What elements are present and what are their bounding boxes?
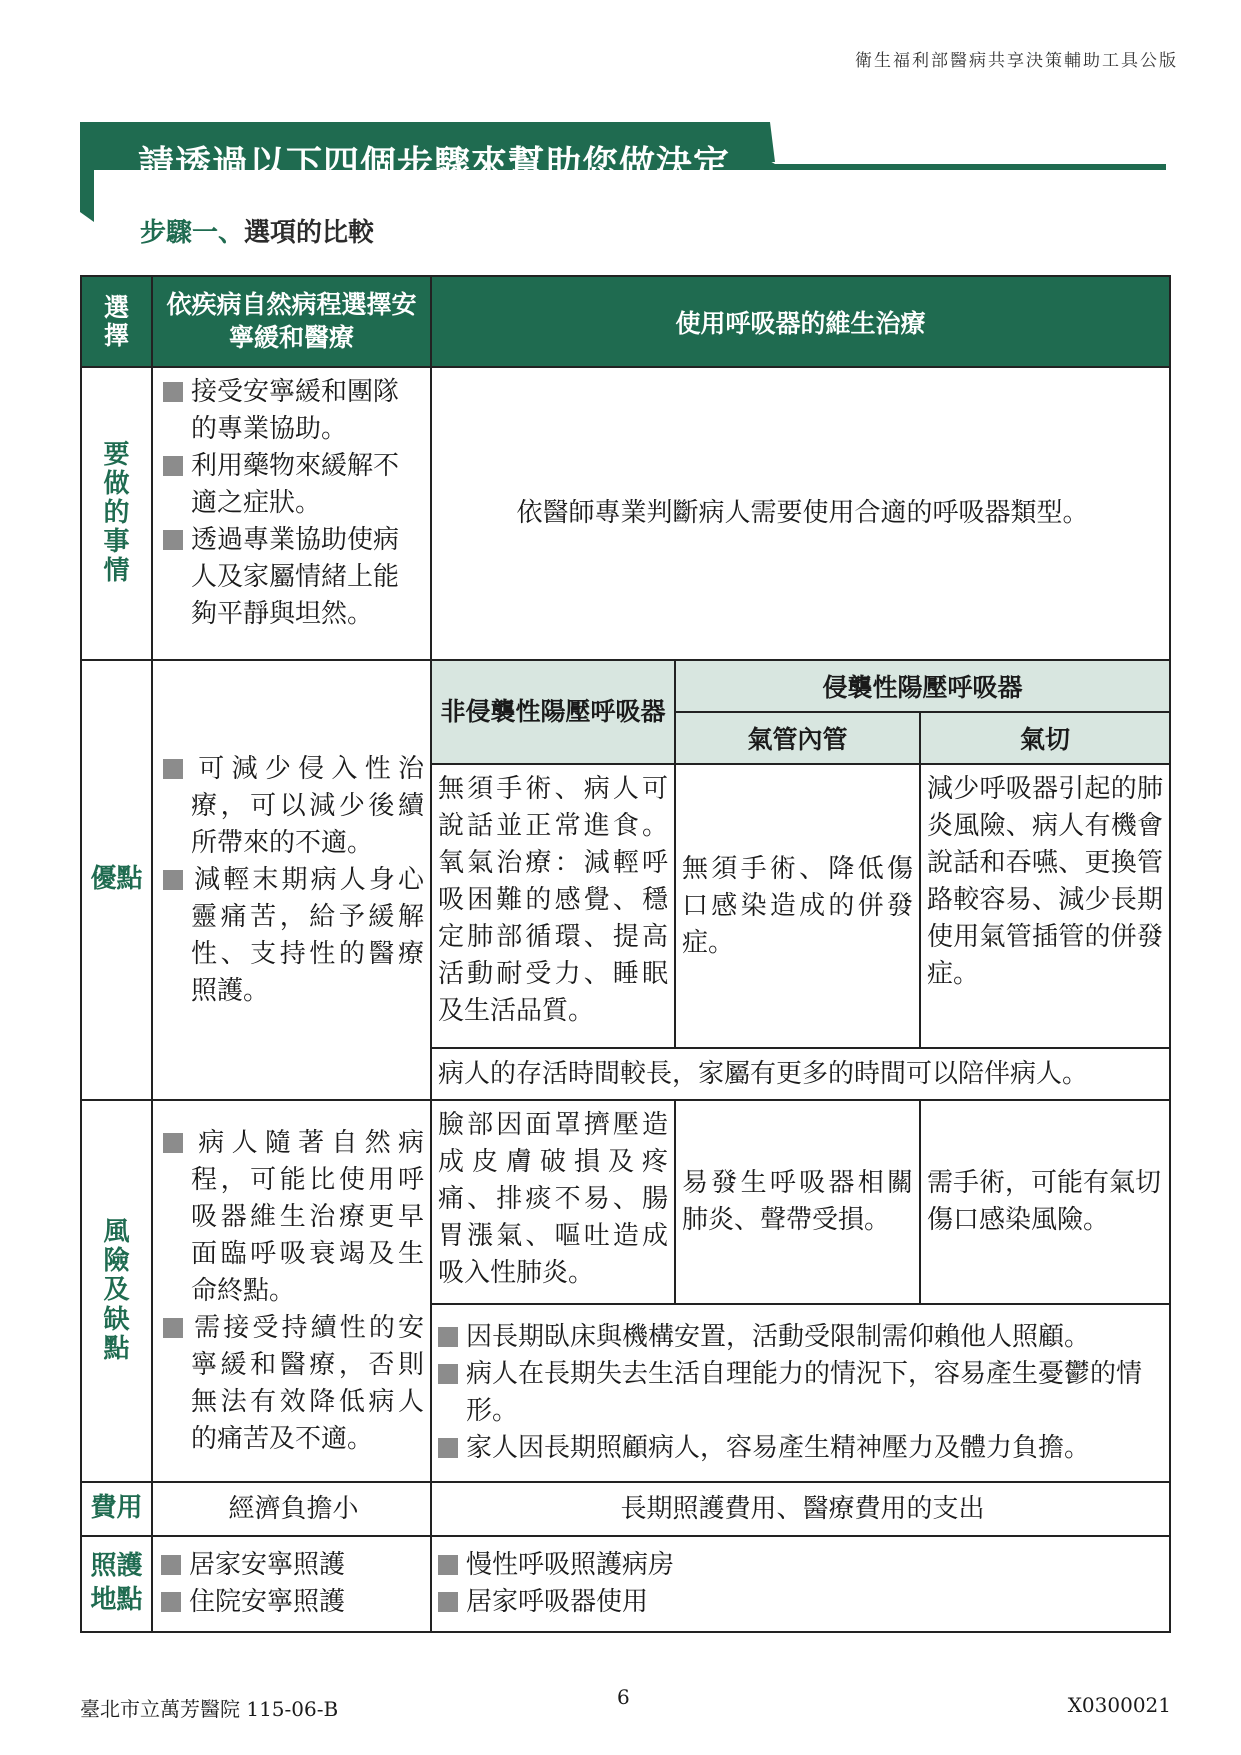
risks-tube-cell: 易發生呼吸器相關肺炎、聲帶受損。 — [675, 1100, 920, 1304]
list-item: 居家安寧照護 — [161, 1547, 424, 1584]
bullet-square-icon — [161, 1555, 181, 1575]
step-name: 選項的比較 — [244, 218, 375, 248]
place-hospice-cell — [152, 1536, 431, 1632]
footer-hospital: 臺北市立萬芳醫院 115-06-B — [80, 1697, 339, 1721]
risks-common-cell — [431, 1304, 1170, 1482]
pros-hospice-cell — [152, 660, 431, 1100]
row-todo — [81, 367, 1170, 660]
document-code: X0300021 — [1067, 1693, 1171, 1717]
bullet-square-icon — [438, 1555, 458, 1575]
row-label-pros: 優點 — [81, 660, 152, 1100]
list-item: 減輕末期病人身心靈痛苦，給予緩解性、支持性的醫療照護。 — [163, 862, 424, 1010]
list-item: 病人隨著自然病程，可能比使用呼吸器維生治療更早面臨呼吸衰竭及生命終點。 — [163, 1125, 424, 1310]
todo-hospice-cell — [152, 367, 431, 660]
bullet-square-icon — [438, 1438, 458, 1458]
list-item: 居家呼吸器使用 — [438, 1584, 1163, 1621]
table-header-row — [81, 276, 1170, 367]
row-label-todo: 要做的事情 — [81, 367, 152, 660]
subheader-invasive: 侵襲性陽壓呼吸器 — [675, 660, 1170, 712]
row-label-risks: 風險及缺點 — [81, 1100, 152, 1482]
header-hospice: 依疾病自然病程選擇安寧緩和醫療 — [152, 276, 431, 367]
banner-title: 請透過以下四個步驟來幫助您做決定 — [138, 144, 731, 185]
list-item: 透過專業協助使病人及家屬情緒上能夠平靜與坦然。 — [163, 522, 424, 633]
list-item: 慢性呼吸照護病房 — [438, 1547, 1163, 1584]
todo-ventilator-cell: 依醫師專業判斷病人需要使用合適的呼吸器類型。 — [431, 367, 1170, 660]
bullet-square-icon — [163, 759, 183, 779]
list-item: 因長期臥床與機構安置，活動受限制需仰賴他人照顧。 — [438, 1319, 1163, 1356]
list-item: 病人在長期失去生活自理能力的情況下，容易產生憂鬱的情形。 — [438, 1356, 1163, 1430]
cost-ventilator-cell: 長期照護費用、醫療費用的支出 — [431, 1482, 1170, 1536]
row-label-cost: 費用 — [81, 1482, 152, 1536]
document-org-title: 衛生福利部醫病共享決策輔助工具公版 — [855, 51, 1178, 71]
header-ventilator: 使用呼吸器的維生治療 — [431, 276, 1170, 367]
bullet-square-icon — [163, 870, 183, 890]
list-item: 住院安寧照護 — [161, 1584, 424, 1621]
row-risks-detail — [81, 1100, 1170, 1304]
pros-tube-cell: 無須手術、降低傷口感染造成的併發症。 — [675, 764, 920, 1048]
subheader-tube: 氣管內管 — [675, 712, 920, 764]
bullet-square-icon — [163, 1133, 183, 1153]
list-item: 家人因長期照顧病人，容易產生精神壓力及體力負擔。 — [438, 1430, 1163, 1467]
risks-noninvasive-cell: 臉部因面罩擠壓造成皮膚破損及疼痛、排痰不易、腸胃漲氣、嘔吐造成吸入性肺炎。 — [431, 1100, 675, 1304]
list-item: 利用藥物來緩解不適之症狀。 — [163, 448, 424, 522]
list-item: 可減少侵入性治療，可以減少後續所帶來的不適。 — [163, 751, 424, 862]
place-ventilator-cell — [431, 1536, 1170, 1632]
pros-trach-cell: 減少呼吸器引起的肺炎風險、病人有機會說話和吞嚥、更換管路較容易、減少長期使用氣管插管的併發症。 — [920, 764, 1170, 1048]
list-item: 需接受持續性的安寧緩和醫療，否則無法有效降低病人的痛苦及不適。 — [163, 1310, 424, 1458]
bullet-square-icon — [438, 1592, 458, 1612]
bullet-square-icon — [163, 382, 183, 402]
bullet-square-icon — [438, 1364, 458, 1384]
bullet-square-icon — [438, 1327, 458, 1347]
pros-noninvasive-cell: 無須手術、病人可說話並正常進食。氧氣治療：減輕呼吸困難的感覺、穩定肺部循環、提高活動耐受力、睡眠及生活品質。 — [431, 764, 675, 1048]
step-title — [140, 212, 374, 249]
header-choice: 選擇 — [81, 276, 152, 367]
bullet-square-icon — [163, 1318, 183, 1338]
page-number: 6 — [617, 1685, 630, 1709]
bullet-square-icon — [163, 530, 183, 550]
subheader-noninvasive: 非侵襲性陽壓呼吸器 — [431, 660, 675, 764]
row-pros-subheader-1 — [81, 660, 1170, 712]
comparison-table — [80, 275, 1171, 1633]
bullet-square-icon — [161, 1592, 181, 1612]
bullet-square-icon — [163, 456, 183, 476]
list-item: 接受安寧緩和團隊的專業協助。 — [163, 374, 424, 448]
row-label-place: 照護地點 — [81, 1536, 152, 1632]
step-label: 步驟一、 — [140, 218, 245, 248]
row-place — [81, 1536, 1170, 1632]
risks-hospice-cell — [152, 1100, 431, 1482]
subheader-trach: 氣切 — [920, 712, 1170, 764]
pros-common-cell: 病人的存活時間較長，家屬有更多的時間可以陪伴病人。 — [431, 1048, 1170, 1100]
row-cost — [81, 1482, 1170, 1536]
risks-trach-cell: 需手術，可能有氣切傷口感染風險。 — [920, 1100, 1170, 1304]
cost-hospice-cell: 經濟負擔小 — [152, 1482, 431, 1536]
